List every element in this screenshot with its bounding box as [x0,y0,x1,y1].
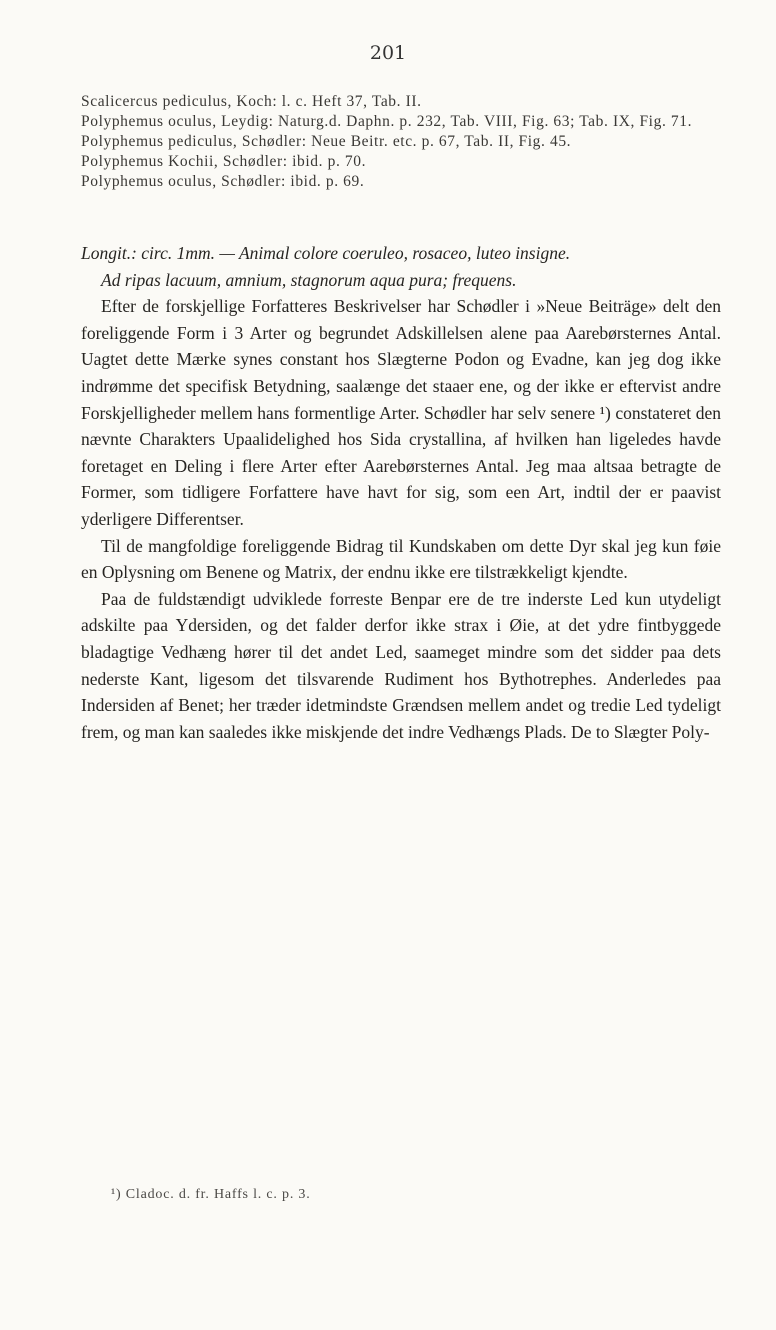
footnote: ¹) Cladoc. d. fr. Haffs l. c. p. 3. [111,1187,311,1202]
paragraph: Til de mangfoldige foreliggende Bidrag til Kundskaben om dette Dyr skal jeg kun føie en Oplysning om Benene og Matrix, der endnu ikke ere tilstrækkeligt kjendte. [81,535,721,583]
page-number: 201 [369,42,407,64]
description-longit: Longit.: circ. 1mm. — Animal colore coeruleo, rosaceo, luteo insigne. [81,243,571,263]
synonym-entry: Scalicercus pediculus, Koch: l. c. Heft 37, Tab. II. [81,93,422,110]
paragraph: Efter de forskjellige Forfatteres Beskrivelser har Schødler i »Neue Beiträge» delt den foreliggende Form i 3 Arter og begrundet Adskillelsen alene paa Aarebørsternes Antal. Uagtet dette Mærke synes constant hos Slægterne Podon og Evadne, kan jeg dog ikke indrømme det specifisk Betydning, saalænge det staaer ene, og der ikke er eftervist andre Forskjelligheder mellem hans formentlige Arter. Schødler har selv senere ¹) constateret den nævnte Charakters Upaalidelighed hos Sida crystallina, af hvilken han ligeledes havde foretaget en Deling i flere Arter efter Aarebørsternes Antal. Jeg maa altsaa betragte de Former, som tidligere Forfattere have havt for sig, som een Art, indtil der er paavist yderligere Differentser. [81,296,721,529]
paragraph: Paa de fuldstændigt udviklede forreste Benpar ere de tre inderste Led kun utydeligt adskilte paa Ydersiden, og det falder derfor ikke strax i Øie, at det ydre fintbyggede bladagtige Vedhæng hører til det andet Led, saameget mindre som det sidder paa dets nederste Kant, ligesom det tilsvarende Rudiment hos Bythotrephes. Anderledes paa Indersiden af Benet; her træder idetmindste Grændsen mellem andet og tredie Led tydeligt frem, og man kan saaledes ikke miskjende det indre Vedhængs Plads. De to Slægter Poly- [81,588,721,742]
synonym-entry: Polyphemus Kochii, Schødler: ibid. p. 70. [81,153,367,170]
synonym-entry: Polyphemus pediculus, Schødler: Neue Beitr. etc. p. 67, Tab. II, Fig. 45. [81,133,572,150]
synonym-entry: Polyphemus oculus, Leydig: Naturg.d. Daphn. p. 232, Tab. VIII, Fig. 63; Tab. IX, Fig. 71. [81,113,693,130]
body-text [81,240,721,745]
description-habitat: Ad ripas lacuum, amnium, stagnorum aqua pura; frequens. [101,269,517,290]
synonym-entry: Polyphemus oculus, Schødler: ibid. p. 69. [81,173,365,190]
synonym-list [81,92,721,192]
